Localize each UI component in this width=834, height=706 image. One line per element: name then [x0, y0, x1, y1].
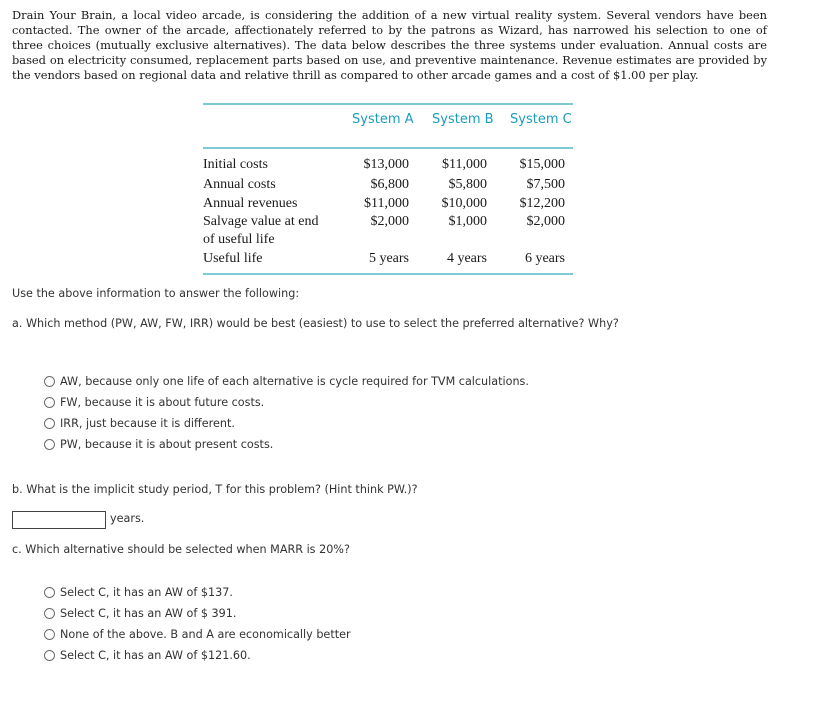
radio-button[interactable]	[44, 418, 55, 429]
row-label-salvage-value: Salvage value at end	[203, 214, 319, 229]
column-header-system-c: System C	[510, 112, 572, 127]
cell-revenues-b: $10,000	[441, 196, 487, 211]
option-label: None of the above. B and A are economically better	[60, 628, 351, 641]
question-c-text: c. Which alternative should be selected when MARR is 20%?	[12, 543, 350, 556]
cell-revenues-a: $11,000	[364, 196, 409, 211]
option-label: PW, because it is about present costs.	[60, 438, 274, 451]
cell-revenues-c: $12,200	[519, 196, 565, 211]
table-bottom-rule	[203, 273, 573, 275]
radio-button[interactable]	[44, 629, 55, 640]
row-label-annual-revenues: Annual revenues	[203, 196, 298, 211]
question-a-text: a. Which method (PW, AW, FW, IRR) would be best (easiest) to use to select the preferred alternative? Why?	[12, 317, 619, 330]
cell-salvage-a: $2,000	[370, 214, 409, 229]
cell-initial-a: $13,000	[363, 157, 409, 172]
cell-initial-b: $11,000	[442, 157, 487, 172]
cell-life-a: 5 years	[368, 251, 409, 266]
column-header-system-b: System B	[432, 112, 494, 127]
question-b-text: b. What is the implicit study period, T for this problem? (Hint think PW.)?	[12, 483, 418, 496]
option-label: FW, because it is about future costs.	[60, 396, 265, 409]
problem-statement: Drain Your Brain, a local video arcade, is considering the addition of a new virtual reality system. Several vendors have been contacted. The owner of the arcade, affectionately referred to by the patrons as Wizard, has narrowed his selection to one of three choices (mutually exclusive alternatives). The data below describes the three systems under evaluation. Annual costs are based on electricity consumed, replacement parts based on use, and preventive maintenance. Revenue estimates are provided by the vendors based on regional data and relative thrill as compared to other arcade games and a cost of $1.00 per play.	[12, 8, 767, 82]
radio-button[interactable]	[44, 650, 55, 661]
instructions-text: Use the above information to answer the following:	[12, 287, 300, 300]
radio-button[interactable]	[44, 376, 55, 387]
option-label: AW, because only one life of each alternative is cycle required for TVM calculations.	[60, 375, 529, 388]
table-top-rule	[203, 103, 573, 105]
study-period-input[interactable]	[12, 511, 106, 529]
cell-salvage-c: $2,000	[526, 214, 565, 229]
option-label: Select C, it has an AW of $ 391.	[60, 607, 237, 620]
question-b-unit: years.	[110, 512, 145, 525]
option-label: Select C, it has an AW of $137.	[60, 586, 233, 599]
table-header-rule	[203, 147, 573, 149]
cell-initial-c: $15,000	[519, 157, 565, 172]
radio-button[interactable]	[44, 397, 55, 408]
cell-salvage-b: $1,000	[448, 214, 487, 229]
cell-annual-costs-b: $5,800	[448, 177, 487, 192]
cell-annual-costs-a: $6,800	[370, 177, 409, 192]
row-label-salvage-value-cont: of useful life	[203, 232, 275, 247]
radio-button[interactable]	[44, 608, 55, 619]
radio-button[interactable]	[44, 587, 55, 598]
row-label-useful-life: Useful life	[203, 251, 263, 266]
row-label-initial-costs: Initial costs	[203, 157, 268, 172]
option-label: IRR, just because it is different.	[60, 417, 235, 430]
column-header-system-a: System A	[352, 112, 414, 127]
row-label-annual-costs: Annual costs	[203, 177, 276, 192]
cell-life-b: 4 years	[446, 251, 487, 266]
option-label: Select C, it has an AW of $121.60.	[60, 649, 251, 662]
radio-button[interactable]	[44, 439, 55, 450]
cell-annual-costs-c: $7,500	[526, 177, 565, 192]
cell-life-c: 6 years	[524, 251, 565, 266]
